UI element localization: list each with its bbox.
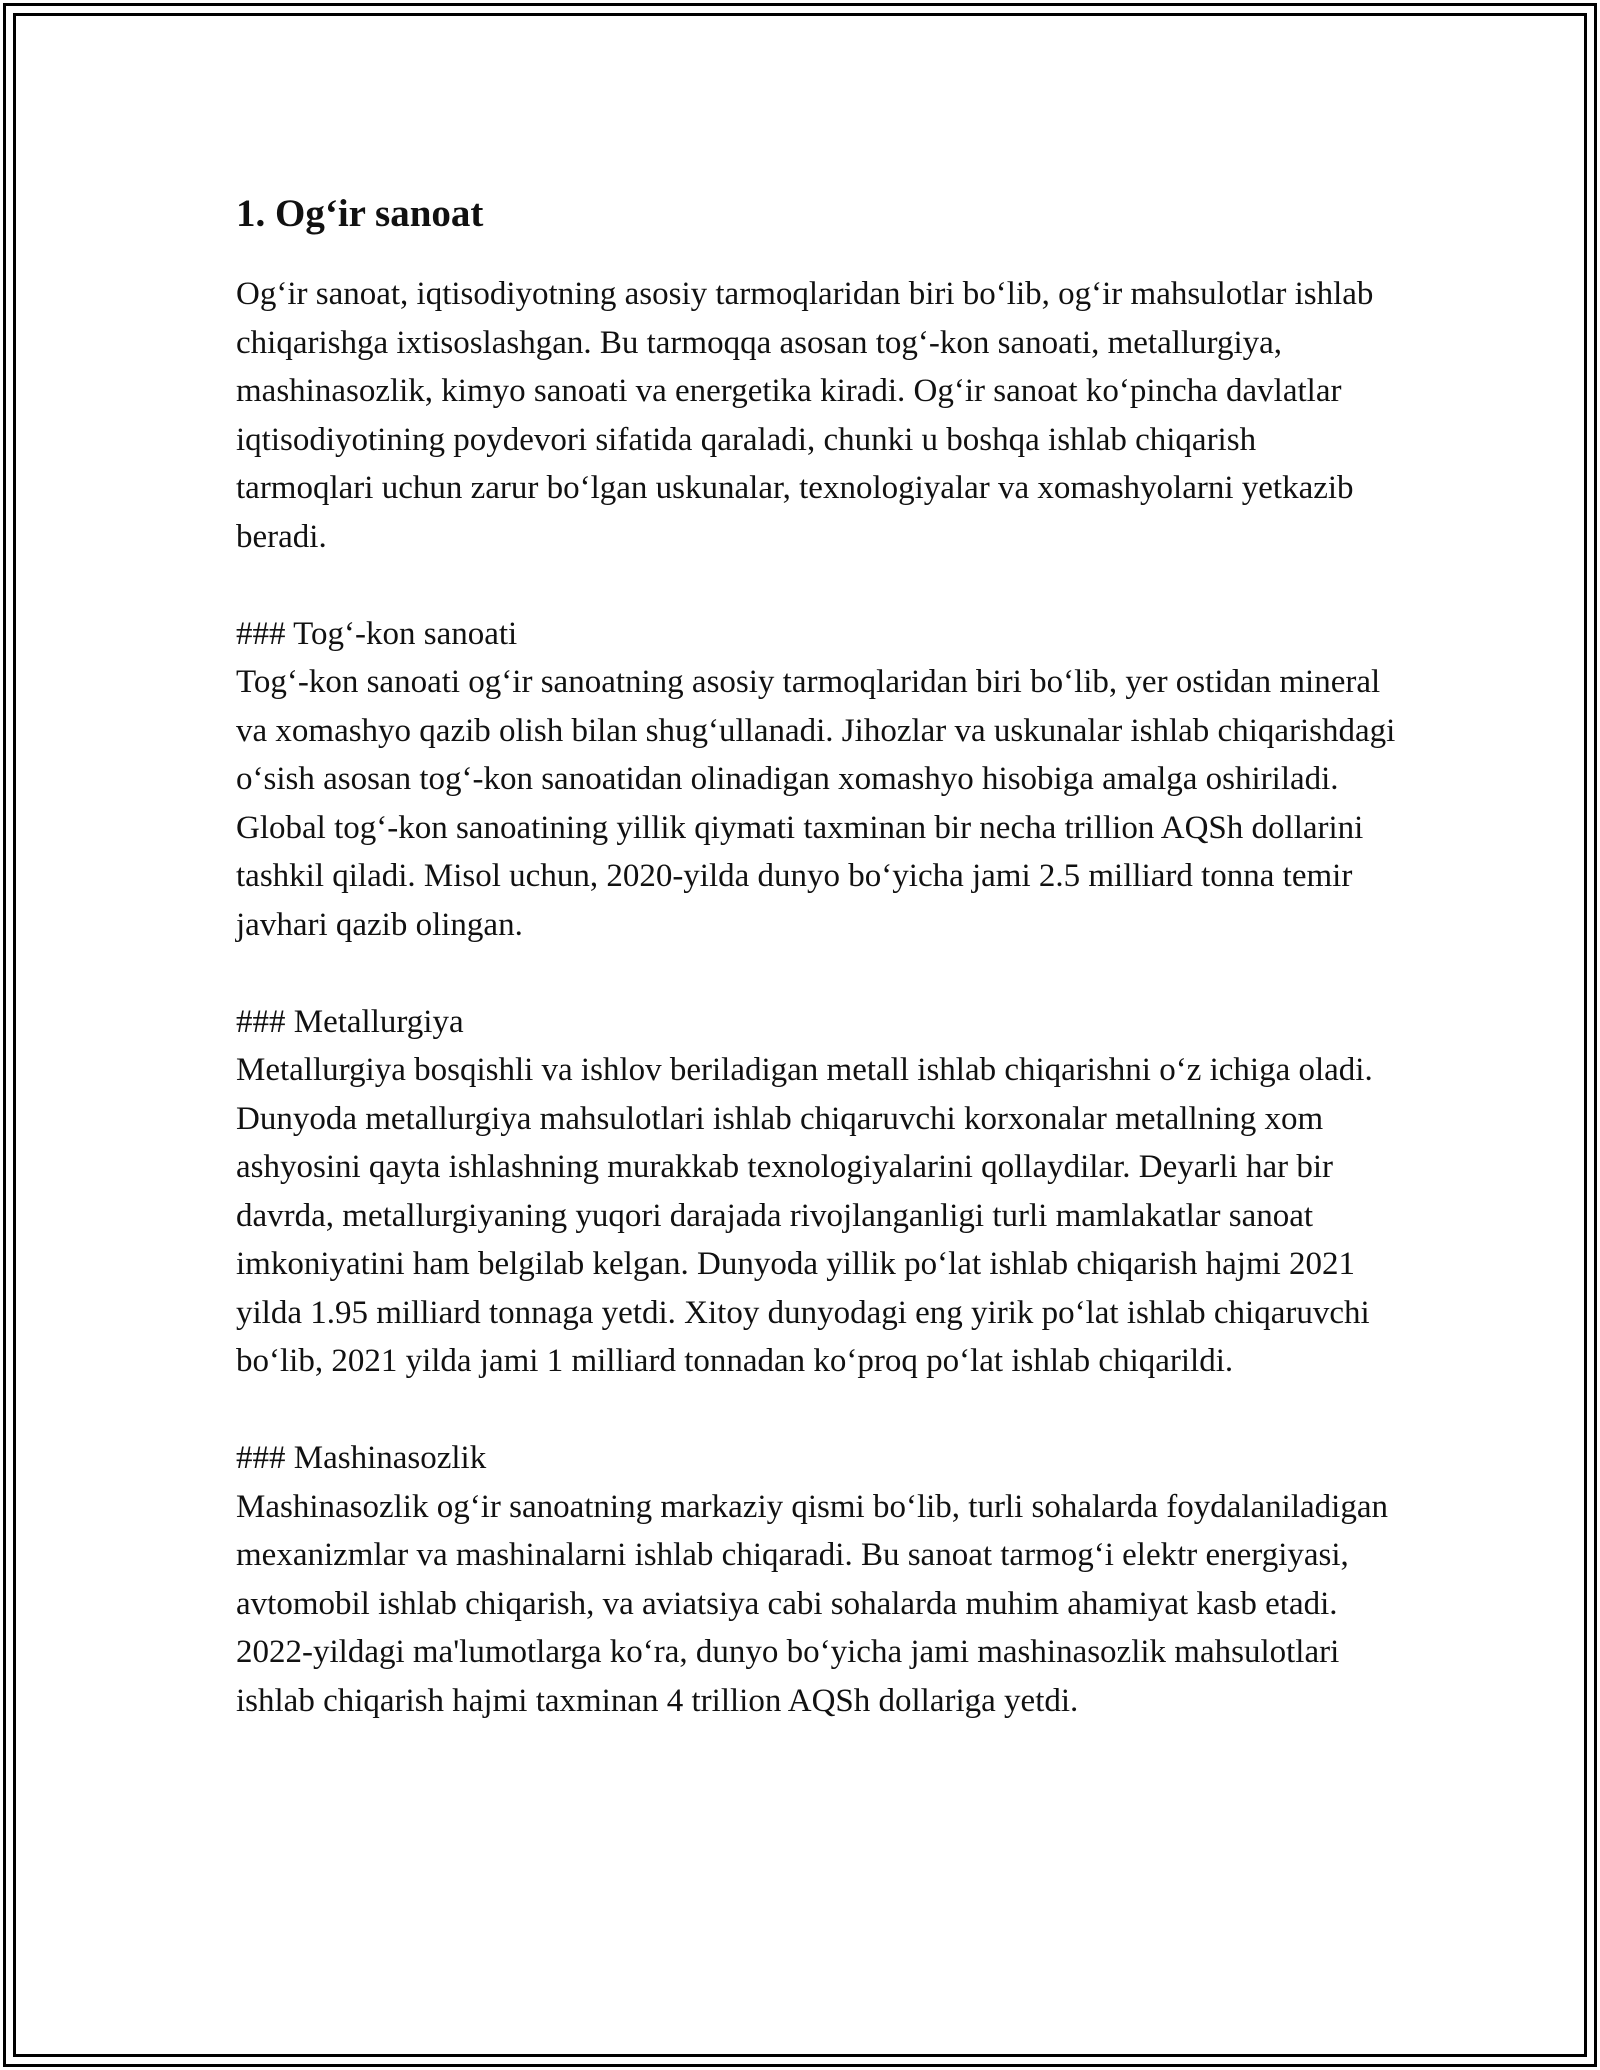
document-title: 1. Og‘ir sanoat [236, 192, 484, 235]
section-paragraph: Mashinasozlik og‘ir sanoatning markaziy qismi bo‘lib, turli sohalarda foydalaniladigan mexanizmlar va mashinalarni ishlab chiqaradi. Bu sanoat tarmog‘i elektr energiyasi, avtomobil ishlab chiqarish, va aviatsiya cabi sohalarda muhim ahamiyat kasb etadi. 2022-yildagi ma'lumotlarga ko‘ra, dunyo bo‘yicha jami mashinasozlik mahsulotlari ishlab chiqarish hajmi taxminan 4 trillion AQSh dollariga yetdi. [236, 1488, 1388, 1719]
section-tog-kon-sanoati [236, 610, 1396, 950]
section-metallurgiya [236, 998, 1396, 1386]
section-paragraph: Tog‘-kon sanoati og‘ir sanoatning asosiy tarmoqlaridan biri bo‘lib, yer ostidan mineral va xomashyo qazib olish bilan shug‘ullanadi. Jihozlar va uskunalar ishlab chiqarishdagi o‘sish asosan tog‘-kon sanoatidan olinadigan xomashyo hisobiga amalga oshiriladi. Global tog‘-kon sanoatining yillik qiymati taxminan bir necha trillion AQSh dollarini tashkil qiladi. Misol uchun, 2020-yilda dunyo bo‘yicha jami 2.5 milliard tonna temir javhari qazib olingan. [236, 664, 1396, 943]
document-body [236, 188, 1396, 1725]
section-heading: ### Mashinasozlik [236, 1440, 487, 1476]
intro-paragraph: Og‘ir sanoat, iqtisodiyotning asosiy tarmoqlaridan biri bo‘lib, og‘ir mahsulotlar ishlab chiqarishga ixtisoslashgan. Bu tarmoqqa asosan tog‘-kon sanoati, metallurgiya, mashinasozlik, kimyo sanoati va energetika kiradi. Og‘ir sanoat ko‘pincha davlatlar iqtisodiyotining poydevori sifatida qaraladi, chunki u boshqa ishlab chiqarish tarmoqlari uchun zarur bo‘lgan uskunalar, texnologiyalar va xomashyolarni yetkazib beradi. [236, 276, 1374, 555]
section-mashinasozlik [236, 1434, 1396, 1725]
section-paragraph: Metallurgiya bosqishli va ishlov beriladigan metall ishlab chiqarishni o‘z ichiga oladi. Dunyoda metallurgiya mahsulotlari ishlab chiqaruvchi korxonalar metallning xom ashyosini qayta ishlashning murakkab texnologiyalarini qollaydilar. Deyarli har bir davrda, metallurgiyaning yuqori darajada rivojlanganligi turli mamlakatlar sanoat imkoniyatini ham belgilab kelgan. Dunyoda yillik po‘lat ishlab chiqarish hajmi 2021 yilda 1.95 milliard tonnaga yetdi. Xitoy dunyodagi eng yirik po‘lat ishlab chiqaruvchi bo‘lib, 2021 yilda jami 1 milliard tonnadan ko‘proq po‘lat ishlab chiqarildi. [236, 1052, 1373, 1379]
section-heading: ### Metallurgiya [236, 1003, 464, 1040]
section-heading: ### Tog‘-kon sanoati [236, 615, 518, 652]
